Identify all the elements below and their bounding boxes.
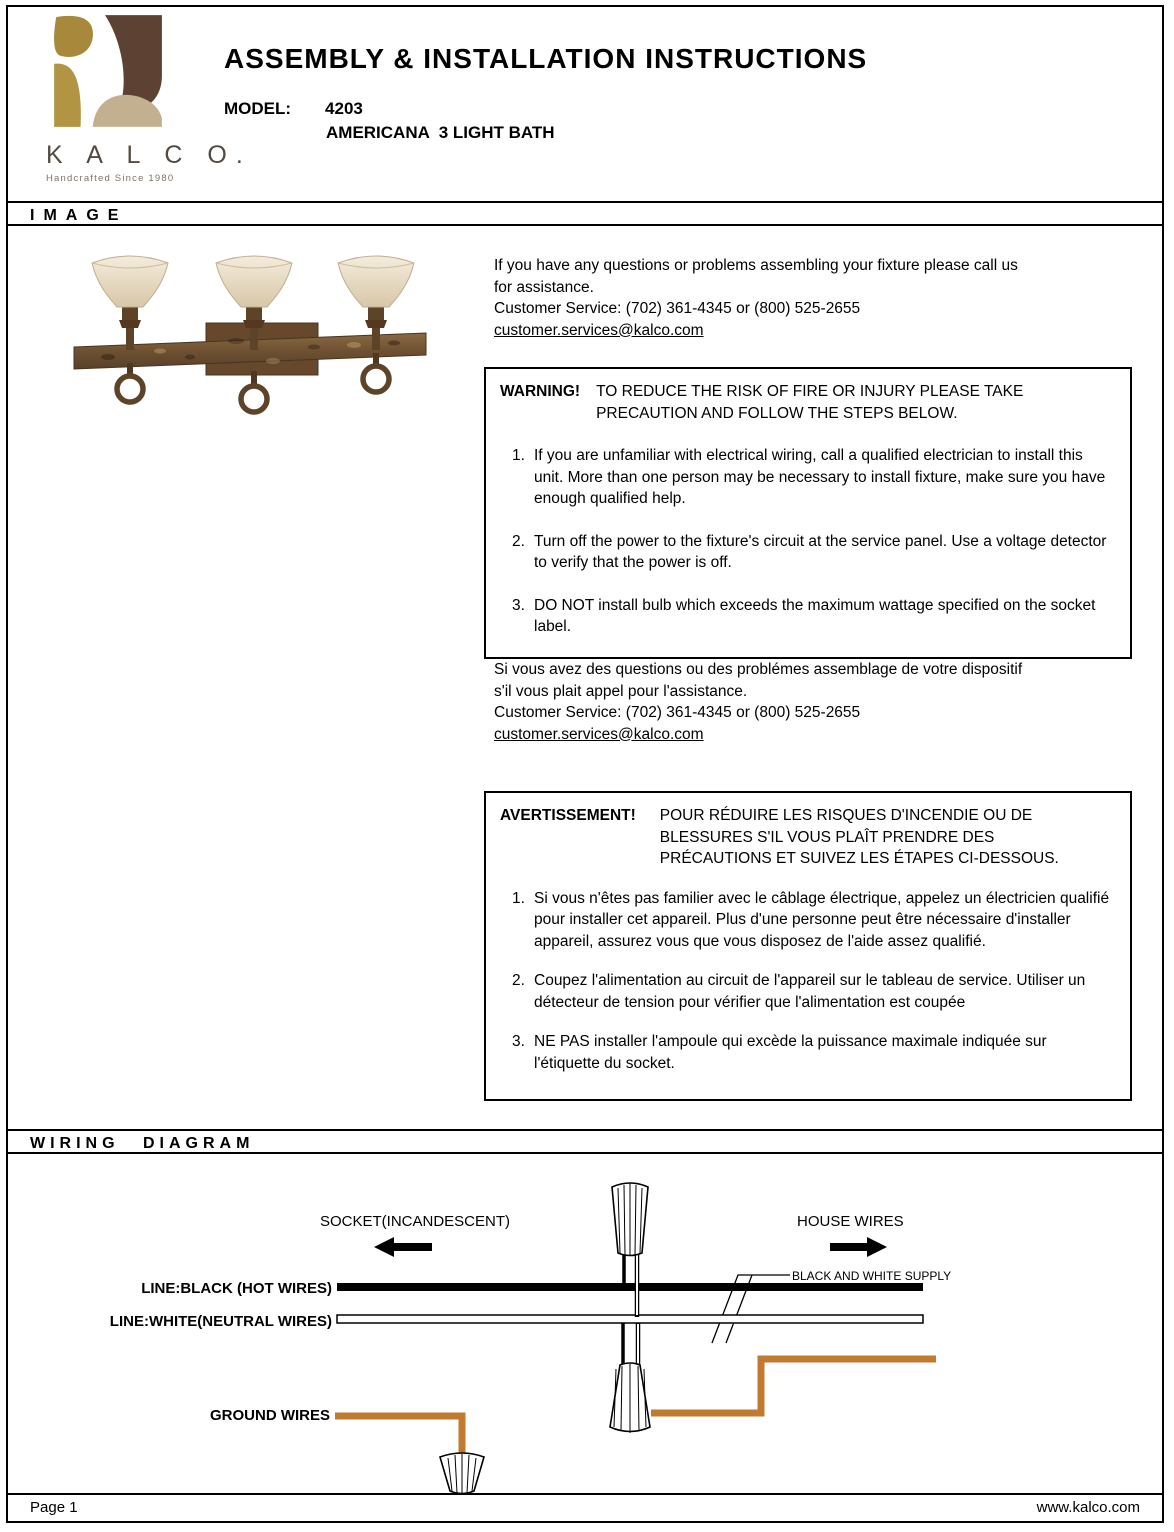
warning-label: WARNING! — [500, 383, 581, 400]
step-number: 2. — [512, 972, 525, 989]
model-label: MODEL: — [224, 99, 292, 118]
model-number: 4203 — [325, 99, 363, 118]
warning-label: AVERTISSEMENT! — [500, 807, 636, 824]
step-number: 3. — [512, 596, 525, 614]
section-wiring-label: WIRING DIAGRAM — [30, 1135, 255, 1152]
warning-line: TO REDUCE THE RISK OF FIRE OR INJURY PLEASE TAKE — [596, 383, 1024, 400]
warning-step — [500, 531, 1116, 574]
step-text: Si vous n'êtes pas familier avec le câblage électrique, appelez un électricien qualifié pour installer cet appareil. Plus d'une personne peut être nécessaire d'installer appareil, assurez vous que vous disposez de l'aide assez qualifié. — [534, 889, 1110, 950]
warning-box-en — [484, 367, 1132, 659]
contact-line: s'il vous plait appel pour l'assistance. — [494, 682, 748, 700]
kalco-logo-mark-icon — [46, 11, 168, 133]
email-link-fr[interactable]: customer.services@kalco.com — [494, 725, 704, 743]
fixture-photo — [68, 249, 433, 417]
warning-step — [500, 445, 1116, 510]
house-wires-label: HOUSE WIRES — [797, 1213, 904, 1230]
hot-line-label: LINE:BLACK (HOT WIRES) — [141, 1280, 332, 1297]
step-number: 1. — [512, 447, 525, 464]
contact-line: Customer Service: (702) 361-4345 or (800) 525-2655 — [494, 704, 861, 721]
step-text: NE PAS installer l'ampoule qui excède la puissance maximale indiquée sur l'étiquette du socket. — [534, 1033, 1047, 1072]
wire-nut-middle — [610, 1323, 650, 1433]
contact-line: If you have any questions or problems assembling your fixture please call us — [494, 257, 1018, 274]
footer-divider — [8, 1493, 1162, 1495]
glass-shade — [216, 256, 292, 307]
warning-line: PRÉCAUTIONS ET SUIVEZ LES ÉTAPES CI-DESSOUS. — [659, 850, 1059, 867]
wiring-diagram — [10, 1157, 1164, 1495]
ring-ornament — [241, 386, 267, 412]
kalco-tagline: Handcrafted Since 1980 — [46, 173, 175, 184]
wire-nut-bottom — [440, 1453, 484, 1494]
warning-line: BLESSURES S'IL VOUS PLAÎT PRENDRE DES — [659, 828, 995, 846]
ring-ornament — [117, 376, 143, 402]
page-title: ASSEMBLY & INSTALLATION INSTRUCTIONS — [224, 43, 868, 74]
step-text: Turn off the power to the fixture's circuit at the service panel. Use a voltage detector to verify that the power is off. — [534, 532, 1107, 571]
warning-header-fr — [500, 805, 1116, 870]
neutral-line-label: LINE:WHITE(NEUTRAL WIRES) — [109, 1313, 332, 1330]
ground-wire-right — [651, 1359, 936, 1413]
ground-wire-left — [335, 1416, 462, 1458]
arrow-right-icon — [830, 1237, 887, 1257]
wire-nut-top — [612, 1183, 648, 1317]
step-number: 3. — [512, 1033, 525, 1050]
product-name: AMERICANA 3 LIGHT BATH — [326, 123, 555, 142]
contact-line: Customer Service: (702) 361-4345 or (800) 525-2655 — [494, 300, 861, 317]
model-row — [224, 99, 363, 119]
socket-label: SOCKET(INCANDESCENT) — [320, 1213, 511, 1230]
step-text: DO NOT install bulb which exceeds the maximum wattage specified on the socket label. — [534, 596, 1096, 635]
arrow-left-icon — [374, 1237, 432, 1257]
warning-step — [500, 888, 1116, 953]
warning-line: PRECAUTION AND FOLLOW THE STEPS BELOW. — [596, 404, 958, 422]
step-number: 2. — [512, 532, 525, 550]
glass-shade — [92, 256, 168, 307]
website-url: www.kalco.com — [1036, 1499, 1140, 1516]
warning-step — [500, 970, 1116, 1013]
section-header-image — [8, 201, 1162, 226]
step-text: Coupez l'alimentation au circuit de l'appareil sur le tableau de service. Utiliser un détecteur de tension pour vérifier que l'alimentation est coupée — [534, 972, 1086, 1011]
warning-box-fr — [484, 791, 1132, 1101]
kalco-wordmark: K A L C O. — [46, 141, 252, 169]
page-number: Page 1 — [30, 1499, 78, 1516]
step-number: 1. — [512, 889, 525, 907]
contact-line: for assistance. — [494, 278, 594, 296]
warning-step — [500, 595, 1116, 638]
section-header-wiring — [8, 1129, 1162, 1154]
ring-ornament — [363, 366, 389, 392]
lamp-left — [92, 256, 168, 402]
instruction-page — [6, 5, 1164, 1523]
email-link-en[interactable]: customer.services@kalco.com — [494, 321, 704, 339]
warning-line: POUR RÉDUIRE LES RISQUES D'INCENDIE OU DE — [659, 807, 1033, 824]
contact-line: Si vous avez des questions ou des problémes assemblage de votre dispositif — [494, 661, 1023, 678]
supply-label: BLACK AND WHITE SUPPLY — [792, 1269, 952, 1283]
contact-info-en — [494, 255, 1018, 341]
warning-step — [500, 1031, 1116, 1074]
neutral-wire-line — [337, 1315, 923, 1323]
lamp-right — [338, 256, 414, 392]
contact-info-fr — [494, 659, 1022, 745]
ground-wires-label: GROUND WIRES — [210, 1407, 330, 1424]
warning-header-en — [500, 381, 1116, 424]
hot-wire-line — [337, 1283, 923, 1291]
section-image-label: IMAGE — [30, 207, 128, 224]
kalco-logo — [46, 11, 252, 184]
glass-shade — [338, 256, 414, 307]
step-text: If you are unfamiliar with electrical wiring, call a qualified electrician to install this unit. More than one person may be necessary to install fixture, make sure you have enough qualified help. — [534, 447, 1106, 507]
